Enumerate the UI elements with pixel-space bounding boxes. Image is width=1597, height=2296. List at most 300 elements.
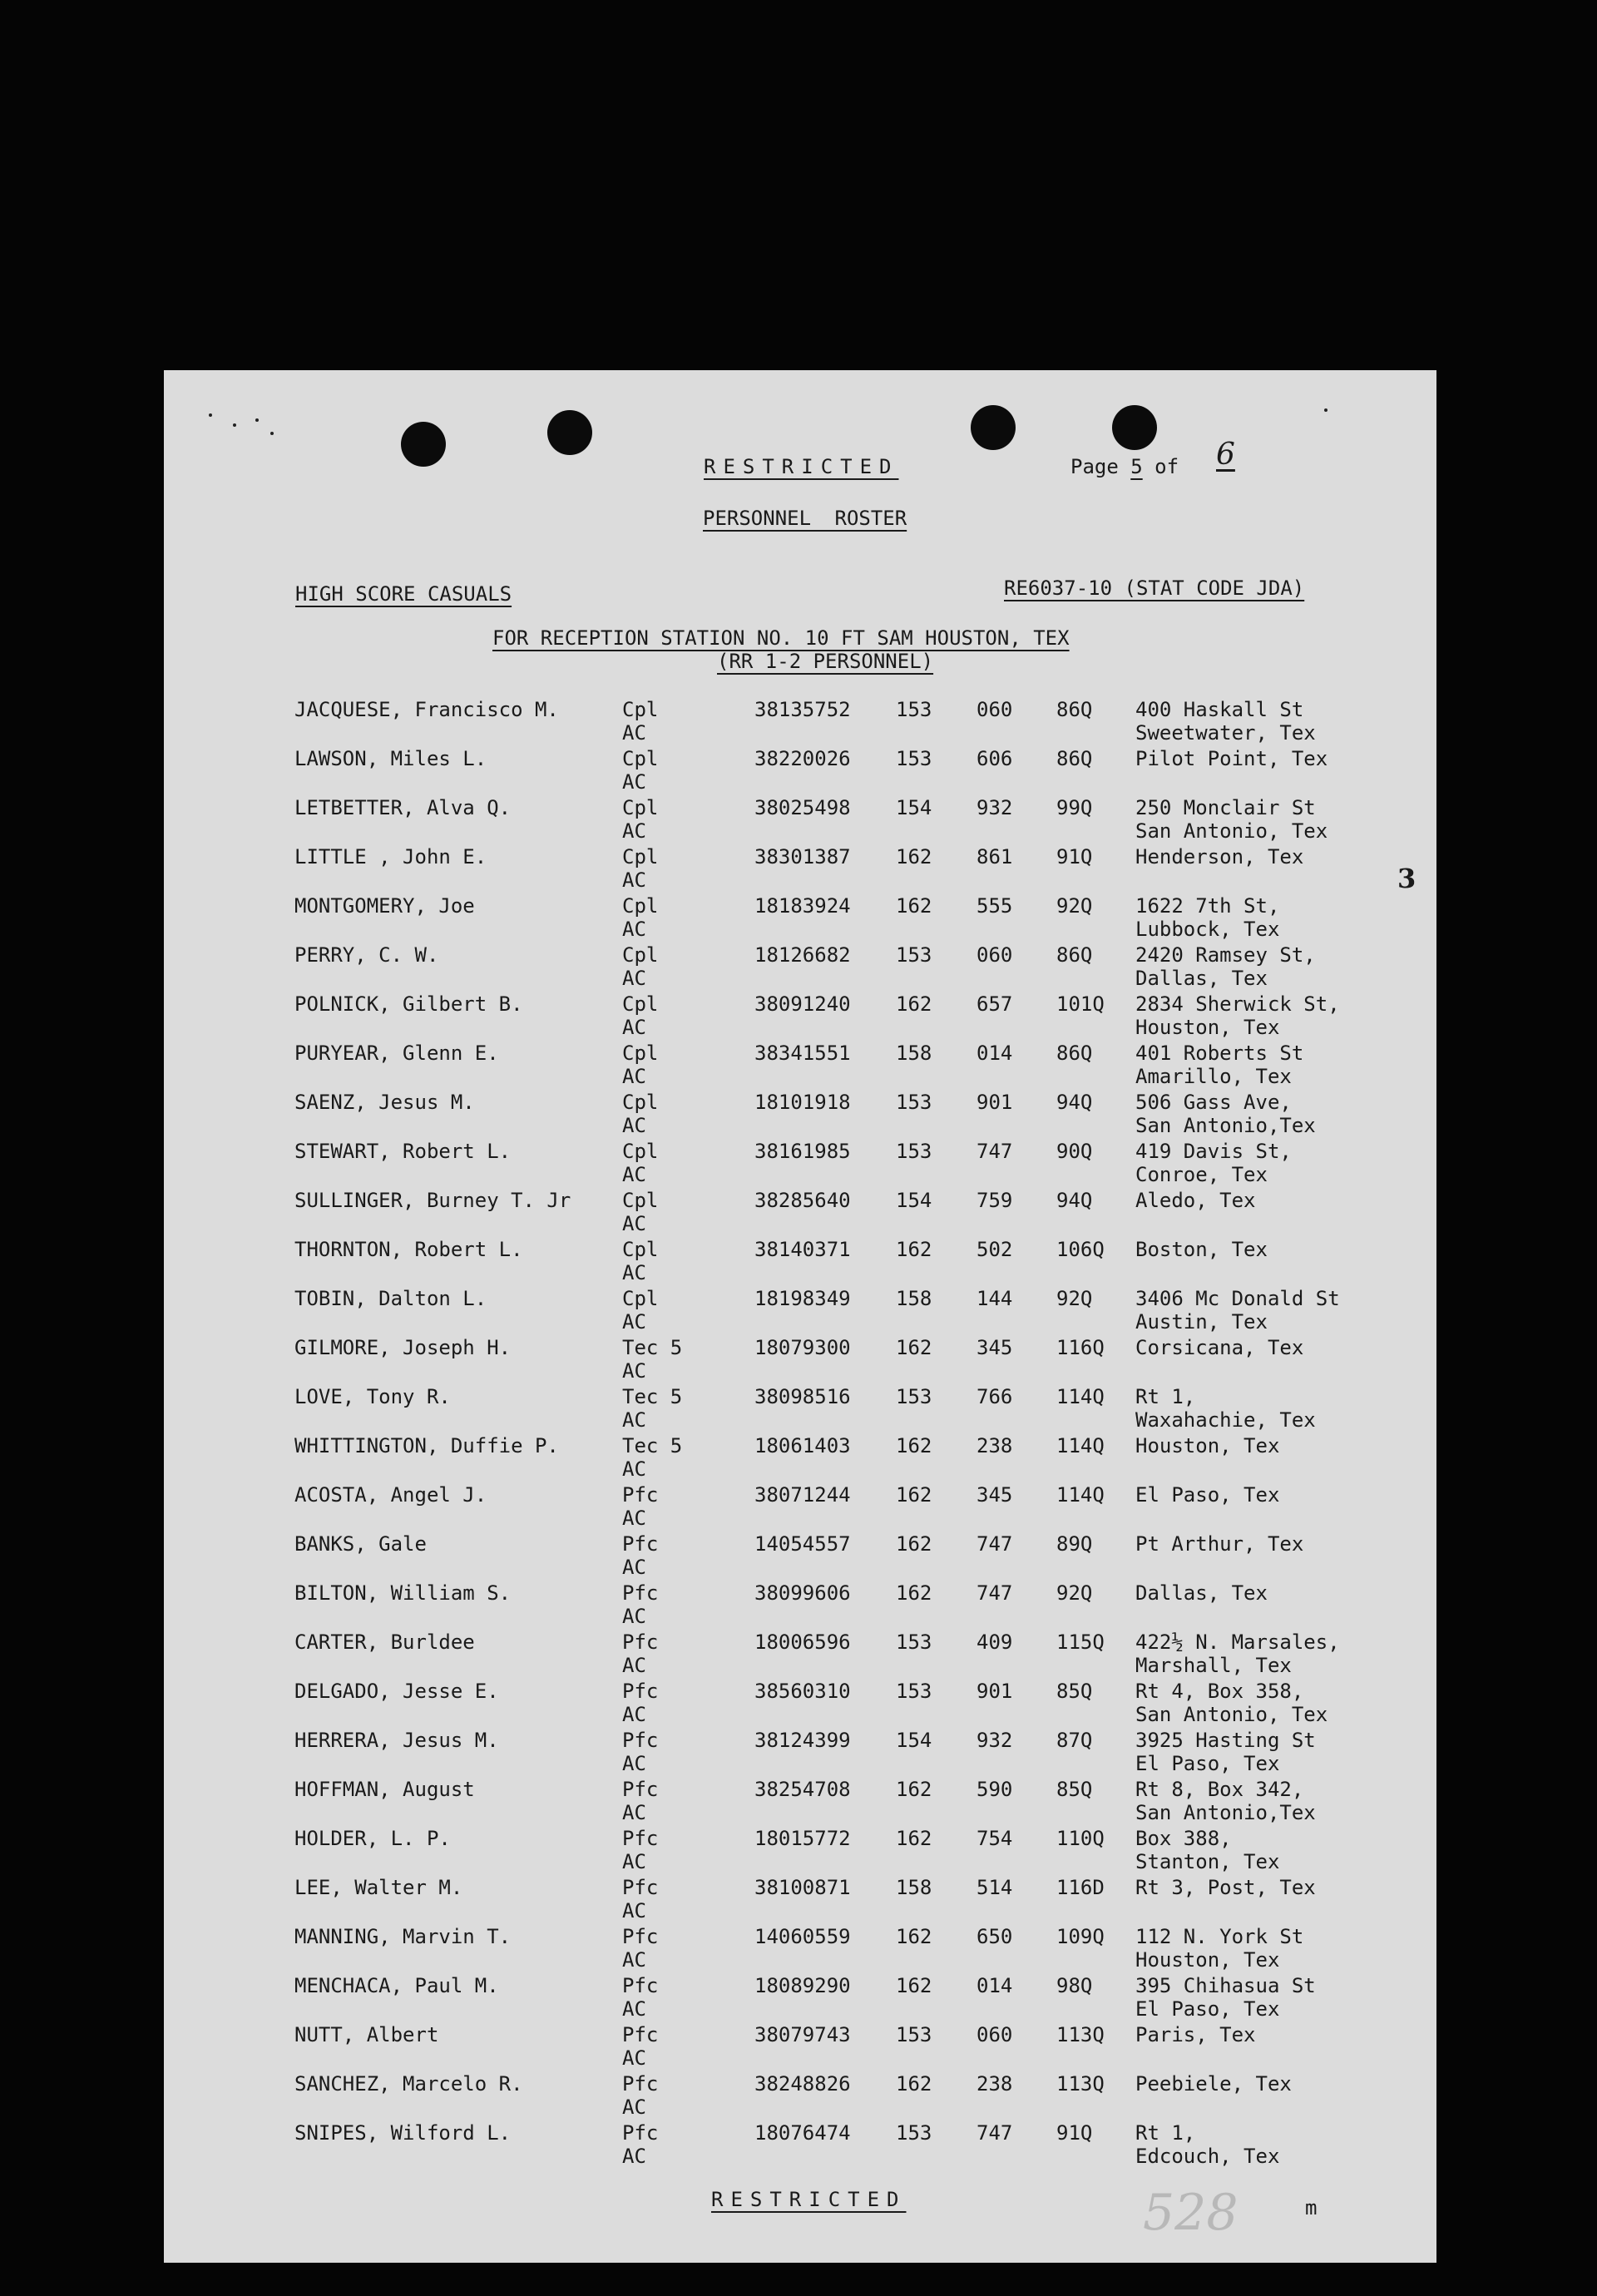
code-a-cell: 162	[896, 1336, 932, 1359]
roster-row	[164, 992, 1436, 1041]
branch-cell: AC	[622, 1016, 646, 1039]
address-line-1: Dallas, Tex	[1135, 1581, 1268, 1605]
grade-cell: Tec 5	[622, 1385, 683, 1408]
speck	[209, 413, 212, 417]
serial-cell: 38098516	[754, 1385, 851, 1408]
code-a-cell: 153	[896, 1091, 932, 1114]
grade-cell: Pfc	[622, 2121, 659, 2145]
score-cell: 86Q	[1056, 1042, 1093, 1065]
grade-cell: Pfc	[622, 1876, 659, 1899]
branch-cell: AC	[622, 1359, 646, 1383]
address-line-2: Austin, Tex	[1135, 1310, 1268, 1334]
code-b-cell: 238	[976, 2072, 1013, 2096]
name-cell: STEWART, Robert L.	[294, 1140, 512, 1163]
name-cell: CARTER, Burldee	[294, 1630, 475, 1654]
page-label: Page	[1070, 455, 1119, 478]
address-line-2: Edcouch, Tex	[1135, 2145, 1280, 2168]
address-line-1: 2834 Sherwick St,	[1135, 992, 1340, 1016]
roster-row	[164, 1778, 1436, 1826]
serial-cell: 38285640	[754, 1189, 851, 1212]
serial-cell: 38560310	[754, 1680, 851, 1703]
roster-row	[164, 845, 1436, 893]
speck	[233, 423, 236, 427]
score-cell: 99Q	[1056, 796, 1093, 819]
page-total: 6	[1216, 438, 1235, 472]
grade-cell: Pfc	[622, 2023, 659, 2046]
code-b-cell: 060	[976, 698, 1013, 721]
code-b-cell: 014	[976, 1042, 1013, 1065]
grade-cell: Cpl	[622, 992, 659, 1016]
score-cell: 94Q	[1056, 1091, 1093, 1114]
branch-cell: AC	[622, 1507, 646, 1530]
code-a-cell: 153	[896, 698, 932, 721]
code-a-cell: 154	[896, 1729, 932, 1752]
roster-row	[164, 1434, 1436, 1482]
code-b-cell: 409	[976, 1630, 1013, 1654]
branch-cell: AC	[622, 1310, 646, 1334]
score-cell: 92Q	[1056, 1581, 1093, 1605]
grade-cell: Cpl	[622, 698, 659, 721]
branch-cell: AC	[622, 1948, 646, 1972]
grade-cell: Pfc	[622, 1778, 659, 1801]
name-cell: ACOSTA, Angel J.	[294, 1483, 487, 1507]
serial-cell: 18079300	[754, 1336, 851, 1359]
grade-cell: Cpl	[622, 1091, 659, 1114]
serial-cell: 38124399	[754, 1729, 851, 1752]
grade-cell: Cpl	[622, 845, 659, 868]
serial-cell: 38135752	[754, 698, 851, 721]
serial-cell: 38248826	[754, 2072, 851, 2096]
code-b-cell: 754	[976, 1827, 1013, 1850]
address-line-1: Pilot Point, Tex	[1135, 747, 1328, 770]
code-b-cell: 861	[976, 845, 1013, 868]
code-a-cell: 162	[896, 1434, 932, 1457]
address-line-1: 401 Roberts St	[1135, 1042, 1304, 1065]
address-line-2: Amarillo, Tex	[1135, 1065, 1292, 1088]
code-b-cell: 932	[976, 1729, 1013, 1752]
score-cell: 91Q	[1056, 2121, 1093, 2145]
address-line-2: Dallas, Tex	[1135, 967, 1268, 990]
roster-row	[164, 698, 1436, 746]
address-line-1: 400 Haskall St	[1135, 698, 1304, 721]
address-line-1: 2420 Ramsey St,	[1135, 943, 1316, 967]
punch-hole	[547, 410, 592, 455]
roster-row	[164, 1189, 1436, 1237]
serial-cell: 18126682	[754, 943, 851, 967]
score-cell: 110Q	[1056, 1827, 1105, 1850]
address-line-1: El Paso, Tex	[1135, 1483, 1280, 1507]
roster-row	[164, 1827, 1436, 1875]
grade-cell: Cpl	[622, 1042, 659, 1065]
serial-cell: 38091240	[754, 992, 851, 1016]
address-line-2: Houston, Tex	[1135, 1016, 1280, 1039]
address-line-2: San Antonio,Tex	[1135, 1801, 1316, 1824]
address-line-1: 506 Gass Ave,	[1135, 1091, 1292, 1114]
code-b-cell: 590	[976, 1778, 1013, 1801]
code-a-cell: 153	[896, 1680, 932, 1703]
grade-cell: Cpl	[622, 943, 659, 967]
code-b-cell: 932	[976, 796, 1013, 819]
name-cell: BANKS, Gale	[294, 1532, 427, 1556]
roster-row	[164, 1532, 1436, 1581]
name-cell: SULLINGER, Burney T. Jr	[294, 1189, 571, 1212]
branch-cell: AC	[622, 1163, 646, 1186]
code-a-cell: 153	[896, 747, 932, 770]
branch-cell: AC	[622, 1212, 646, 1235]
code-b-cell: 766	[976, 1385, 1013, 1408]
roster-row	[164, 894, 1436, 943]
roster-row	[164, 2072, 1436, 2120]
grade-cell: Pfc	[622, 1483, 659, 1507]
roster-row	[164, 747, 1436, 795]
score-cell: 86Q	[1056, 747, 1093, 770]
code-a-cell: 162	[896, 2072, 932, 2096]
name-cell: LEE, Walter M.	[294, 1876, 463, 1899]
score-cell: 86Q	[1056, 698, 1093, 721]
code-b-cell: 747	[976, 2121, 1013, 2145]
code-a-cell: 153	[896, 2023, 932, 2046]
name-cell: LITTLE , John E.	[294, 845, 487, 868]
code-a-cell: 162	[896, 1974, 932, 1997]
code-b-cell: 514	[976, 1876, 1013, 1899]
branch-cell: AC	[622, 721, 646, 745]
grade-cell: Pfc	[622, 1974, 659, 1997]
roster-row	[164, 943, 1436, 992]
roster-row	[164, 1729, 1436, 1777]
serial-cell: 18101918	[754, 1091, 851, 1114]
code-a-cell: 153	[896, 1385, 932, 1408]
serial-cell: 38079743	[754, 2023, 851, 2046]
grade-cell: Pfc	[622, 1630, 659, 1654]
code-b-cell: 060	[976, 943, 1013, 967]
name-cell: HERRERA, Jesus M.	[294, 1729, 499, 1752]
grade-cell: Pfc	[622, 1680, 659, 1703]
serial-cell: 18198349	[754, 1287, 851, 1310]
address-line-2: Sweetwater, Tex	[1135, 721, 1316, 745]
grade-cell: Pfc	[622, 1925, 659, 1948]
roster-row	[164, 2121, 1436, 2170]
grade-cell: Cpl	[622, 1140, 659, 1163]
code-b-cell: 555	[976, 894, 1013, 918]
serial-cell: 18089290	[754, 1974, 851, 1997]
score-cell: 91Q	[1056, 845, 1093, 868]
speck	[1324, 408, 1328, 412]
serial-cell: 38161985	[754, 1140, 851, 1163]
code-a-cell: 162	[896, 1778, 932, 1801]
serial-cell: 18183924	[754, 894, 851, 918]
grade-cell: Pfc	[622, 1827, 659, 1850]
roster-title: PERSONNEL ROSTER	[703, 507, 907, 530]
code-a-cell: 158	[896, 1876, 932, 1899]
name-cell: SANCHEZ, Marcelo R.	[294, 2072, 523, 2096]
roster-row	[164, 1876, 1436, 1924]
branch-cell: AC	[622, 1899, 646, 1922]
serial-cell: 14060559	[754, 1925, 851, 1948]
serial-cell: 38301387	[754, 845, 851, 868]
serial-cell: 38100871	[754, 1876, 851, 1899]
restricted-heading: RESTRICTED	[704, 455, 899, 478]
margin-number: 3	[1397, 863, 1417, 894]
code-a-cell: 162	[896, 894, 932, 918]
page-indicator	[1070, 455, 1179, 478]
score-cell: 92Q	[1056, 1287, 1093, 1310]
station-line: FOR RECEPTION STATION NO. 10 FT SAM HOUSTON, TEX	[492, 626, 1070, 650]
address-line-1: Corsicana, Tex	[1135, 1336, 1304, 1359]
score-cell: 106Q	[1056, 1238, 1105, 1261]
name-cell: DELGADO, Jesse E.	[294, 1680, 499, 1703]
address-line-1: 419 Davis St,	[1135, 1140, 1292, 1163]
roster-row	[164, 1680, 1436, 1728]
serial-cell: 38220026	[754, 747, 851, 770]
branch-cell: AC	[622, 1114, 646, 1137]
branch-cell: AC	[622, 1556, 646, 1579]
score-cell: 90Q	[1056, 1140, 1093, 1163]
name-cell: SNIPES, Wilford L.	[294, 2121, 512, 2145]
branch-cell: AC	[622, 1261, 646, 1284]
code-a-cell: 162	[896, 1532, 932, 1556]
serial-cell: 38099606	[754, 1581, 851, 1605]
code-b-cell: 747	[976, 1581, 1013, 1605]
serial-cell: 18006596	[754, 1630, 851, 1654]
address-line-1: 3406 Mc Donald St	[1135, 1287, 1340, 1310]
code-b-cell: 060	[976, 2023, 1013, 2046]
name-cell: LETBETTER, Alva Q.	[294, 796, 512, 819]
branch-cell: AC	[622, 1457, 646, 1481]
grade-cell: Cpl	[622, 747, 659, 770]
score-cell: 114Q	[1056, 1434, 1105, 1457]
roster-row	[164, 1385, 1436, 1433]
code-b-cell: 759	[976, 1189, 1013, 1212]
name-cell: POLNICK, Gilbert B.	[294, 992, 523, 1016]
roster-row	[164, 1091, 1436, 1139]
score-cell: 98Q	[1056, 1974, 1093, 1997]
roster-row	[164, 1483, 1436, 1531]
code-a-cell: 153	[896, 2121, 932, 2145]
branch-cell: AC	[622, 1408, 646, 1432]
code-a-cell: 153	[896, 1140, 932, 1163]
code-b-cell: 238	[976, 1434, 1013, 1457]
serial-cell: 38140371	[754, 1238, 851, 1261]
code-a-cell: 154	[896, 1189, 932, 1212]
group-title: HIGH SCORE CASUALS	[295, 582, 512, 606]
branch-cell: AC	[622, 2046, 646, 2070]
score-cell: 101Q	[1056, 992, 1105, 1016]
address-line-1: Box 388,	[1135, 1827, 1232, 1850]
name-cell: JACQUESE, Francisco M.	[294, 698, 559, 721]
address-line-1: Rt 3, Post, Tex	[1135, 1876, 1316, 1899]
address-line-2: San Antonio,Tex	[1135, 1114, 1316, 1137]
code-a-cell: 162	[896, 1483, 932, 1507]
branch-cell: AC	[622, 2096, 646, 2119]
code-a-cell: 153	[896, 1630, 932, 1654]
address-line-1: 112 N. York St	[1135, 1925, 1304, 1948]
address-line-1: Rt 4, Box 358,	[1135, 1680, 1304, 1703]
stamp-number: 528	[1143, 2184, 1239, 2242]
code-a-cell: 162	[896, 1581, 932, 1605]
branch-cell: AC	[622, 819, 646, 843]
punch-hole	[401, 422, 446, 467]
name-cell: GILMORE, Joseph H.	[294, 1336, 512, 1359]
score-cell: 113Q	[1056, 2072, 1105, 2096]
address-line-1: Rt 1,	[1135, 1385, 1196, 1408]
address-line-2: Marshall, Tex	[1135, 1654, 1292, 1677]
code-b-cell: 144	[976, 1287, 1013, 1310]
branch-cell: AC	[622, 918, 646, 941]
grade-cell: Cpl	[622, 1189, 659, 1212]
name-cell: HOLDER, L. P.	[294, 1827, 451, 1850]
code-b-cell: 747	[976, 1140, 1013, 1163]
serial-cell: 18061403	[754, 1434, 851, 1457]
address-line-2: Waxahachie, Tex	[1135, 1408, 1316, 1432]
branch-cell: AC	[622, 1997, 646, 2021]
score-cell: 114Q	[1056, 1483, 1105, 1507]
roster-subtitle: (RR 1-2 PERSONNEL)	[717, 650, 934, 673]
branch-cell: AC	[622, 1654, 646, 1677]
score-cell: 116Q	[1056, 1336, 1105, 1359]
page-number: 5	[1130, 455, 1143, 478]
code-a-cell: 162	[896, 992, 932, 1016]
name-cell: MONTGOMERY, Joe	[294, 894, 475, 918]
address-line-2: El Paso, Tex	[1135, 1752, 1280, 1775]
grade-cell: Pfc	[622, 1532, 659, 1556]
code-a-cell: 162	[896, 1827, 932, 1850]
score-cell: 114Q	[1056, 1385, 1105, 1408]
serial-cell: 14054557	[754, 1532, 851, 1556]
address-line-1: Rt 8, Box 342,	[1135, 1778, 1304, 1801]
serial-cell: 38341551	[754, 1042, 851, 1065]
address-line-1: Boston, Tex	[1135, 1238, 1268, 1261]
branch-cell: AC	[622, 868, 646, 892]
code-b-cell: 014	[976, 1974, 1013, 1997]
serial-cell: 38071244	[754, 1483, 851, 1507]
speck	[255, 418, 259, 422]
score-cell: 85Q	[1056, 1680, 1093, 1703]
page-of: of	[1154, 455, 1179, 478]
roster-row	[164, 1238, 1436, 1286]
grade-cell: Tec 5	[622, 1434, 683, 1457]
score-cell: 85Q	[1056, 1778, 1093, 1801]
grade-cell: Pfc	[622, 1729, 659, 1752]
code-b-cell: 606	[976, 747, 1013, 770]
grade-cell: Pfc	[622, 1581, 659, 1605]
address-line-2: San Antonio, Tex	[1135, 1703, 1328, 1726]
name-cell: MENCHACA, Paul M.	[294, 1974, 499, 1997]
code-b-cell: 901	[976, 1091, 1013, 1114]
code-a-cell: 162	[896, 1238, 932, 1261]
address-line-2: Houston, Tex	[1135, 1948, 1280, 1972]
name-cell: THORNTON, Robert L.	[294, 1238, 523, 1261]
score-cell: 116D	[1056, 1876, 1105, 1899]
score-cell: 86Q	[1056, 943, 1093, 967]
serial-cell: 18015772	[754, 1827, 851, 1850]
grade-cell: Pfc	[622, 2072, 659, 2096]
grade-cell: Cpl	[622, 796, 659, 819]
address-line-2: Lubbock, Tex	[1135, 918, 1280, 941]
score-cell: 113Q	[1056, 2023, 1105, 2046]
address-line-2: San Antonio, Tex	[1135, 819, 1328, 843]
name-cell: TOBIN, Dalton L.	[294, 1287, 487, 1310]
address-line-1: Rt 1,	[1135, 2121, 1196, 2145]
name-cell: PURYEAR, Glenn E.	[294, 1042, 499, 1065]
code-a-cell: 158	[896, 1287, 932, 1310]
name-cell: LAWSON, Miles L.	[294, 747, 487, 770]
restricted-footer: RESTRICTED	[711, 2188, 907, 2211]
serial-cell: 18076474	[754, 2121, 851, 2145]
punch-hole	[1112, 405, 1157, 450]
branch-cell: AC	[622, 1605, 646, 1628]
address-line-2: El Paso, Tex	[1135, 1997, 1280, 2021]
branch-cell: AC	[622, 1065, 646, 1088]
branch-cell: AC	[622, 1801, 646, 1824]
address-line-1: 250 Monclair St	[1135, 796, 1316, 819]
code-b-cell: 502	[976, 1238, 1013, 1261]
score-cell: 89Q	[1056, 1532, 1093, 1556]
grade-cell: Tec 5	[622, 1336, 683, 1359]
roster-page	[164, 370, 1436, 2263]
serial-cell: 38254708	[754, 1778, 851, 1801]
grade-cell: Cpl	[622, 1287, 659, 1310]
branch-cell: AC	[622, 967, 646, 990]
score-cell: 87Q	[1056, 1729, 1093, 1752]
address-line-1: Aledo, Tex	[1135, 1189, 1256, 1212]
address-line-1: 1622 7th St,	[1135, 894, 1280, 918]
punch-hole	[971, 405, 1016, 450]
grade-cell: Cpl	[622, 1238, 659, 1261]
code-b-cell: 650	[976, 1925, 1013, 1948]
address-line-1: 3925 Hasting St	[1135, 1729, 1316, 1752]
branch-cell: AC	[622, 1703, 646, 1726]
branch-cell: AC	[622, 1850, 646, 1873]
roster-row	[164, 1925, 1436, 1973]
score-cell: 109Q	[1056, 1925, 1105, 1948]
roster-row	[164, 1140, 1436, 1188]
address-line-1: Houston, Tex	[1135, 1434, 1280, 1457]
code-b-cell: 901	[976, 1680, 1013, 1703]
name-cell: WHITTINGTON, Duffie P.	[294, 1434, 559, 1457]
address-line-1: 422½ N. Marsales,	[1135, 1630, 1340, 1654]
code-b-cell: 345	[976, 1483, 1013, 1507]
address-line-2: Conroe, Tex	[1135, 1163, 1268, 1186]
branch-cell: AC	[622, 2145, 646, 2168]
roster-row	[164, 1974, 1436, 2022]
address-line-2: Stanton, Tex	[1135, 1850, 1280, 1873]
code-a-cell: 158	[896, 1042, 932, 1065]
code-a-cell: 153	[896, 943, 932, 967]
code-b-cell: 657	[976, 992, 1013, 1016]
roster-row	[164, 1287, 1436, 1335]
score-cell: 92Q	[1056, 894, 1093, 918]
name-cell: SAENZ, Jesus M.	[294, 1091, 475, 1114]
code-a-cell: 162	[896, 1925, 932, 1948]
speck	[270, 432, 274, 435]
name-cell: BILTON, William S.	[294, 1581, 512, 1605]
name-cell: NUTT, Albert	[294, 2023, 439, 2046]
roster-row	[164, 2023, 1436, 2071]
stamp-suffix: m	[1305, 2196, 1318, 2219]
reference-code: RE6037-10 (STAT CODE JDA)	[1004, 576, 1305, 600]
name-cell: LOVE, Tony R.	[294, 1385, 451, 1408]
roster-row	[164, 1336, 1436, 1384]
address-line-1: Peebiele, Tex	[1135, 2072, 1292, 2096]
branch-cell: AC	[622, 1752, 646, 1775]
address-line-1: Henderson, Tex	[1135, 845, 1304, 868]
roster-row	[164, 1630, 1436, 1679]
code-a-cell: 162	[896, 845, 932, 868]
score-cell: 94Q	[1056, 1189, 1093, 1212]
name-cell: HOFFMAN, August	[294, 1778, 475, 1801]
code-b-cell: 747	[976, 1532, 1013, 1556]
name-cell: MANNING, Marvin T.	[294, 1925, 512, 1948]
